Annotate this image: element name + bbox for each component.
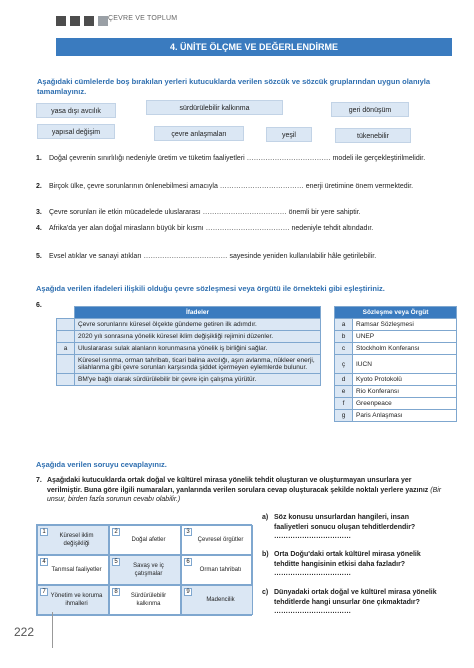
org-cell: Rio Konferansı: [353, 386, 457, 398]
header-block: [98, 16, 108, 26]
word-chip: yasa dışı avcılık: [36, 103, 116, 118]
section2-instruction: Aşağıda verilen ifadeleri ilişkili olduğu çevre sözleşmesi veya örgütü ile örnekteki gibi eşleştiriniz.: [36, 284, 385, 293]
grid-number: 1: [40, 528, 48, 536]
org-letter: ç: [335, 355, 353, 374]
grid-label: Yönetim ve koruma ihmalleri: [50, 593, 103, 607]
question-number: 5.: [36, 253, 42, 260]
statement-cell: Küresel ısınma, orman tahribatı, ticari balina avcılığı, aşırı avlanma, nükleer enerji, silahlanma gibi çevre sorunları karşısında şiddet içermeyen eylemlerde bulunur.: [75, 355, 321, 374]
org-letter: e: [335, 386, 353, 398]
question-text: Doğal çevrenin sınırlılığı nedeniyle üretim ve tüketim faaliyetleri ……………………………… modeli ile gerçekleştirilmelidir.: [49, 155, 426, 162]
question-number: 7.: [36, 477, 42, 484]
question-text: Çevre sorunları ile etkin mücadelede uluslararası ……………………………… önemli bir yere sahiptir.: [49, 209, 361, 216]
sub-question: [262, 513, 442, 542]
grid-cell: [109, 555, 181, 585]
sub-letter: b): [262, 551, 269, 558]
grid-label: Savaş ve iç çatışmalar: [133, 563, 164, 577]
org-cell: Kyoto Protokolü: [353, 374, 457, 386]
sub-text: Dünyadaki ortak doğal ve kültürel mirasa yönelik tehditlerde hangi unsurlar öne çıkmaktadır? ……………………………: [274, 589, 437, 615]
sub-question: [262, 550, 442, 579]
word-chip: tükenebilir: [335, 128, 411, 143]
question-item: [36, 182, 441, 192]
org-letter: f: [335, 398, 353, 410]
grid-cell: [109, 525, 181, 555]
org-letter: b: [335, 331, 353, 343]
grid-label: Orman tahribatı: [199, 567, 242, 573]
grid-number: 4: [40, 558, 48, 566]
sub-letter: c): [262, 589, 269, 596]
question-number: 6.: [36, 302, 42, 309]
question-number: 4.: [36, 225, 42, 232]
grid-number: 7: [40, 588, 48, 596]
question-number: 1.: [36, 155, 42, 162]
grid-cell: [109, 585, 181, 615]
grid-cell: [37, 525, 109, 555]
statement-cell: 2020 yılı sonrasına yönelik küresel iklim değişikliği rejimini düzenler.: [75, 331, 321, 343]
col-header-orgs: Sözleşme veya Örgüt: [335, 307, 457, 319]
answer-box[interactable]: a: [57, 343, 75, 355]
element-grid: [36, 524, 252, 616]
grid-label: Sürdürülebilir kalkınma: [130, 593, 167, 607]
grid-cell: [181, 525, 253, 555]
sub-letter: a): [262, 514, 269, 521]
grid-label: Çevresel örgütler: [197, 537, 244, 543]
word-chip: çevre anlaşmaları: [154, 126, 244, 141]
question-text: Afrika'da yer alan doğal mirasların büyük bir kısmı ……………………………… nedeniyle tehdit altındadır.: [49, 225, 374, 232]
chapter-title: ÇEVRE VE TOPLUM: [108, 15, 178, 22]
grid-number: 6: [184, 558, 192, 566]
header-block: [84, 16, 94, 26]
answer-box[interactable]: [57, 355, 75, 374]
question-item: [36, 208, 441, 218]
grid-number: 8: [112, 588, 120, 596]
org-letter: c: [335, 343, 353, 355]
section1-instruction: Aşağıdaki cümlelerde boş bırakılan yerleri kutucuklarda verilen sözcük ve sözcük gruplarından uygun olanıyla tamamlayınız.: [37, 77, 431, 96]
header-blocks: [56, 16, 108, 26]
grid-number: 3: [184, 528, 192, 536]
grid-label: Madencilik: [206, 597, 235, 603]
grid-label: Tarımsal faaliyetler: [51, 567, 102, 573]
header-block: [70, 16, 80, 26]
sub-text: Söz konusu unsurlardan hangileri, insan faaliyetleri sonucu oluşan tehditlerdendir? ……………………………: [274, 514, 416, 540]
org-letter: a: [335, 319, 353, 331]
question-number: 3.: [36, 209, 42, 216]
grid-number: 5: [112, 558, 120, 566]
col-header-statements: İfadeler: [75, 307, 321, 319]
answer-box[interactable]: [57, 331, 75, 343]
grid-cell: [37, 585, 109, 615]
sub-question: [262, 588, 442, 617]
question-text: Aşağıdaki kutucuklarda ortak doğal ve kültürel mirasa yönelik tehdit oluşturan ve oluşturmayan unsurlara yer verilmiştir. Buna göre ilgili numaraları, yanlarında verilen sorulara cevap oluşturacak şekilde noktalı yerlere yazınız: [47, 477, 429, 494]
grid-number: 9: [184, 588, 192, 596]
org-cell: Stockholm Konferansı: [353, 343, 457, 355]
answer-box[interactable]: [57, 374, 75, 386]
statement-cell: Uluslararası sulak alanların korunmasına yönelik iş birliğini sağlar.: [75, 343, 321, 355]
page-number: 222: [14, 625, 35, 639]
grid-cell: [181, 585, 253, 615]
org-letter: g: [335, 410, 353, 422]
org-cell: IUCN: [353, 355, 457, 374]
statement-cell: BM'ye bağlı olarak sürdürülebilir bir çevre için çalışma yürütür.: [75, 374, 321, 386]
grid-cell: [37, 555, 109, 585]
answer-box[interactable]: [57, 319, 75, 331]
page-divider: [52, 612, 53, 648]
org-cell: UNEP: [353, 331, 457, 343]
unit-title-bar: 4. ÜNİTE ÖLÇME VE DEĞERLENDİRME: [56, 38, 452, 56]
question-item: [36, 224, 441, 234]
org-cell: Ramsar Sözleşmesi: [353, 319, 457, 331]
question-number: 2.: [36, 183, 42, 190]
sub-text: Orta Doğu'daki ortak kültürel mirasa yönelik tehditte hangisinin etkisi daha fazladır? ……………………………: [274, 551, 421, 577]
word-chip: geri dönüşüm: [331, 102, 409, 117]
grid-label: Doğal afetler: [131, 537, 166, 543]
matching-table: [56, 306, 457, 422]
statement-cell: Çevre sorunlarını küresel ölçekte gündeme getiren ilk adımdır.: [75, 319, 321, 331]
word-chip: sürdürülebilir kalkınma: [146, 100, 283, 115]
question-item: [36, 154, 441, 164]
org-letter: d: [335, 374, 353, 386]
question-note: (Bir unsur, birden fazla sorunun cevabı olabilir.): [47, 486, 442, 503]
org-cell: Greenpeace: [353, 398, 457, 410]
question-text: Birçok ülke, çevre sorunlarının önlenebilmesi amacıyla ……………………………… enerji üretimine önem vermektedir.: [49, 183, 414, 190]
question-7: [36, 476, 446, 505]
org-cell: Paris Anlaşması: [353, 410, 457, 422]
question-text: Evsel atıklar ve sanayi atıkları ……………………………… sayesinde yeniden kullanılabilir hâle getirilebilir.: [49, 253, 377, 260]
grid-cell: [181, 555, 253, 585]
question-item: [36, 252, 441, 262]
section3-instruction: Aşağıda verilen soruyu cevaplayınız.: [36, 460, 167, 469]
word-chip: yeşil: [266, 127, 312, 142]
word-chip: yapısal değişim: [37, 124, 115, 139]
grid-number: 2: [112, 528, 120, 536]
grid-label: Küresel iklim değişikliği: [59, 533, 94, 547]
header-block: [56, 16, 66, 26]
